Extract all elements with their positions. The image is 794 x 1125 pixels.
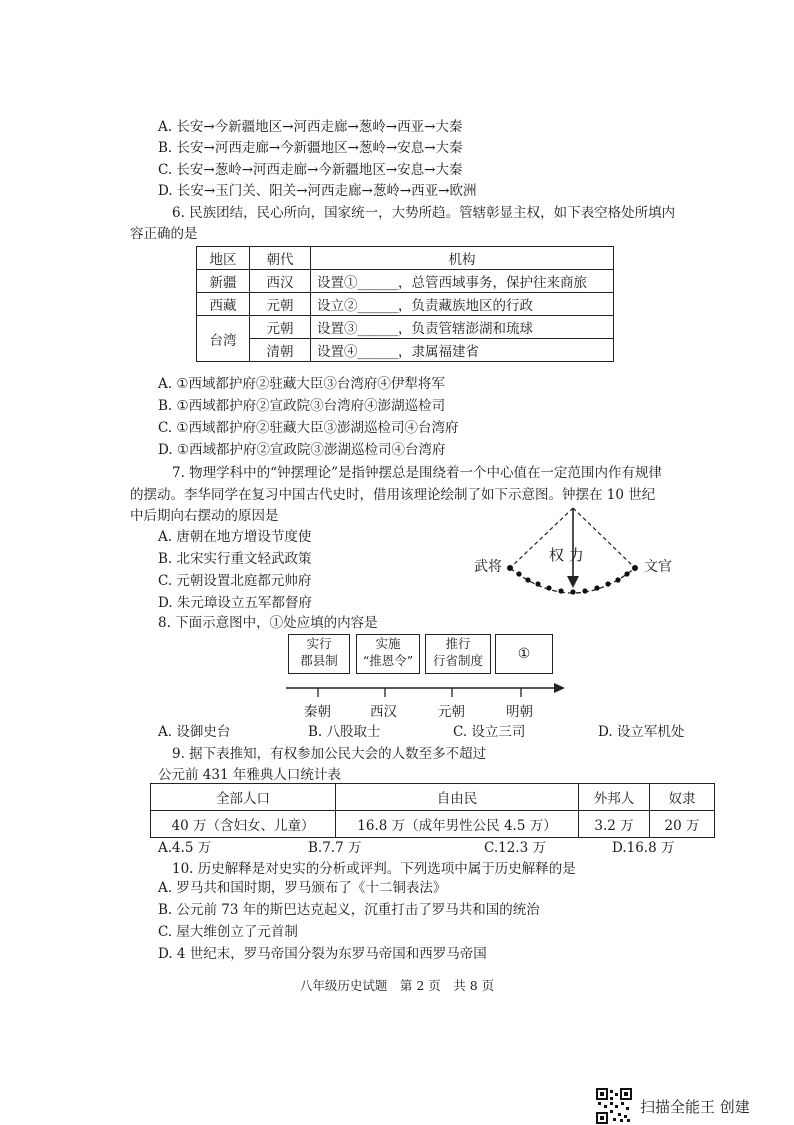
q9-value-foreigners: 3.2 万 — [579, 811, 650, 838]
timeline-arrow — [554, 683, 565, 693]
q6-cell-org: 设立②______，负责藏族地区的行政 — [311, 293, 614, 316]
q5-option-c: C. 长安→葱岭→河西走廊→今新疆地区→安息→大秦 — [158, 162, 463, 178]
q6-cell-org: 设置①______，总管西域事务，保护往来商旅 — [311, 270, 614, 293]
q6-stem-line2: 容正确的是 — [130, 226, 198, 242]
q8-option-d: D. 设立军机处 — [598, 724, 685, 740]
q8-box-1-line2: 郡县制 — [300, 653, 338, 668]
q9-stem: 9. 据下表推知，有权参加公民大会的人数至多不超过 — [172, 746, 487, 762]
page-footer: 八年级历史试题 第 2 页 共 8 页 — [299, 978, 495, 993]
q9-table-title: 公元前 431 年雅典人口统计表 — [158, 767, 341, 783]
q9-header-total: 全部人口 — [151, 784, 336, 811]
q9-header-foreigners: 外邦人 — [579, 784, 650, 811]
q7-pendulum-diagram — [470, 500, 690, 605]
q9-table — [150, 783, 715, 838]
q8-box-3-line2: 行省制度 — [432, 653, 483, 668]
q7-stem-line3: 中后期向右摆动的原因是 — [130, 508, 279, 524]
q6-option-a: A. ①西域都护府②驻藏大臣③台湾府④伊犁将军 — [158, 376, 445, 392]
q6-cell-dynasty: 清朝 — [250, 339, 311, 362]
q9-value-total: 40 万（含妇女、儿童） — [151, 811, 336, 838]
q6-cell-region: 台湾 — [197, 316, 250, 362]
q6-option-c: C. ①西域都护府②驻藏大臣③澎湖巡检司④台湾府 — [158, 420, 459, 436]
q6-cell-region: 西藏 — [197, 293, 250, 316]
pendulum-label-left: 武将 — [474, 559, 502, 575]
q9-option-b: B.7.7 万 — [308, 840, 362, 856]
q8-stem: 8. 下面示意图中，①处应填的内容是 — [158, 615, 378, 631]
q6-header-region: 地区 — [197, 247, 250, 270]
q8-option-b: B. 八股取士 — [308, 724, 381, 740]
q8-box-2 — [356, 634, 420, 674]
q9-option-a: A.4.5 万 — [158, 840, 212, 856]
q8-box-1 — [288, 634, 350, 674]
q7-option-b: B. 北宋实行重文轻武政策 — [158, 551, 312, 567]
qr-code-icon — [596, 1088, 632, 1124]
q5-option-d: D. 长安→玉门关、阳关→河西走廊→葱岭→西亚→欧洲 — [158, 183, 477, 199]
q6-header-dynasty: 朝代 — [250, 247, 311, 270]
q8-box-4 — [495, 634, 553, 674]
q6-option-d: D. ①西域都护府②宣政院③澎湖巡检司④台湾府 — [158, 442, 446, 458]
timeline-label-xihan: 西汉 — [370, 704, 397, 720]
q7-option-c: C. 元朝设置北庭都元帅府 — [158, 573, 312, 589]
pendulum-arrow-head — [567, 576, 579, 588]
q9-header-slaves: 奴隶 — [650, 784, 715, 811]
q9-option-c: C.12.3 万 — [484, 840, 546, 856]
q9-value-slaves: 20 万 — [650, 811, 715, 838]
q9-header-free: 自由民 — [336, 784, 579, 811]
q10-option-b: B. 公元前 73 年的斯巴达克起义，沉重打击了罗马共和国的统治 — [158, 902, 540, 918]
q6-header-org: 机构 — [311, 247, 614, 270]
q6-option-b: B. ①西域都护府②宣政院③台湾府④澎湖巡检司 — [158, 398, 446, 414]
timeline-label-ming: 明朝 — [506, 704, 533, 720]
q6-table — [196, 246, 614, 362]
q6-cell-org: 设置③______，负责管辖澎湖和琉球 — [311, 316, 614, 339]
q8-option-c: C. 设立三司 — [453, 724, 526, 740]
q8-box-2-line2: “推恩令” — [362, 653, 414, 668]
q7-option-d: D. 朱元璋设立五军都督府 — [158, 595, 312, 611]
q10-option-a: A. 罗马共和国时期，罗马颁布了《十二铜表法》 — [158, 880, 447, 896]
q10-option-c: C. 屋大维创立了元首制 — [158, 924, 298, 940]
q8-box-2-line1: 实施 — [375, 636, 401, 651]
timeline-label-qin: 秦朝 — [304, 704, 331, 720]
scanner-watermark — [596, 1088, 750, 1124]
q8-box-1-line1: 实行 — [306, 636, 332, 651]
q10-option-d: D. 4 世纪末，罗马帝国分裂为东罗马帝国和西罗马帝国 — [158, 946, 487, 962]
q7-stem-line2: 的摆动。李华同学在复习中国古代史时，借用该理论绘制了如下示意图。钟摆在 10 世纪 — [130, 487, 656, 503]
q6-cell-dynasty: 西汉 — [250, 270, 311, 293]
q5-option-a: A. 长安→今新疆地区→河西走廊→葱岭→西亚→大秦 — [158, 119, 463, 135]
pendulum-label-right: 文官 — [644, 559, 672, 575]
q6-cell-dynasty: 元朝 — [250, 316, 311, 339]
q10-stem: 10. 历史解释是对史实的分析或评判。下列选项中属于历史解释的是 — [172, 861, 576, 877]
q6-stem-line1: 6. 民族团结，民心所向，国家统一，大势所趋。管辖彰显主权，如下表空格处所填内 — [172, 205, 676, 221]
q9-value-free: 16.8 万（成年男性公民 4.5 万） — [336, 811, 579, 838]
scanner-label: 扫描全能王 创建 — [640, 1097, 750, 1116]
timeline-label-yuan: 元朝 — [438, 704, 465, 720]
q5-option-b: B. 长安→河西走廊→今新疆地区→葱岭→安息→大秦 — [158, 140, 463, 156]
q9-option-d: D.16.8 万 — [612, 840, 675, 856]
q7-option-a: A. 唐朝在地方增设节度使 — [158, 529, 312, 545]
q8-box-4-label: ① — [517, 646, 531, 662]
q8-option-a: A. 设御史台 — [158, 724, 231, 740]
pendulum-label-center: 权 力 — [549, 546, 584, 564]
q6-cell-org: 设置④______，隶属福建省 — [311, 339, 614, 362]
q6-cell-dynasty: 元朝 — [250, 293, 311, 316]
q8-box-3-line1: 推行 — [445, 636, 471, 651]
q7-stem-line1: 7. 物理学科中的“钟摆理论”是指钟摆总是围绕着一个中心值在一定范围内作有规律 — [172, 465, 662, 481]
q6-cell-region: 新疆 — [197, 270, 250, 293]
q8-box-3 — [425, 634, 491, 674]
